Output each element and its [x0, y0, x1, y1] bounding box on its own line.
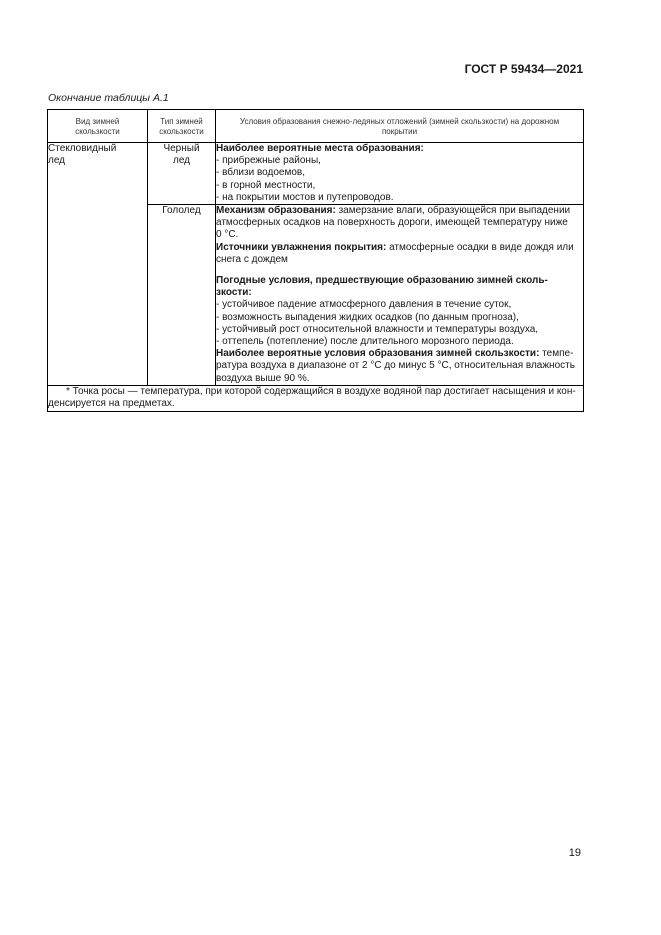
likely-conditions-paragraph: Наиболее вероятные условия образования зимней скользкости: темпе- [216, 348, 574, 360]
table-row [48, 143, 584, 205]
page-number: 19 [568, 847, 581, 859]
header-type: Тип зимней скользкости [148, 110, 216, 143]
weather-heading: Погодные условия, предшествующие образованию зимней сколь- [216, 275, 548, 287]
list-item: - оттепель (потепление) после длительного морозного периода. [216, 336, 514, 348]
list-item: - в горной местности, [216, 179, 316, 191]
list-item: - возможность выпадения жидких осадков (по данным прогноза), [216, 311, 519, 323]
places-heading: Наиболее вероятные места образования: [216, 143, 424, 154]
type-black-ice-cell: Черный лед [148, 143, 216, 205]
moisture-sources-paragraph: Источники увлажнения покрытия: атмосферные осадки в виде дождя или [216, 241, 574, 253]
list-item: - устойчивое падение атмосферного давления в течение суток, [216, 299, 512, 311]
table-header-row [48, 110, 584, 143]
document-code: ГОСТ Р 59434—2021 [464, 62, 583, 76]
list-item: - на покрытии мостов и путепроводов. [216, 191, 394, 203]
header-kind: Вид зимней скользкости [48, 110, 148, 143]
kind-cell: Стекловидный лед [48, 143, 148, 386]
type-glaze-cell: Гололед [148, 205, 216, 386]
list-item: - устойчивый рост относительной влажности и температуры воздуха, [216, 323, 539, 335]
list-item: - прибрежные районы, [216, 155, 321, 167]
black-ice-conditions [216, 143, 584, 205]
table-caption: Окончание таблицы А.1 [48, 92, 169, 104]
mechanism-paragraph: Механизм образования: замерзание влаги, образующейся при выпадении [216, 205, 571, 217]
footnote: * Точка росы — температура, при которой содержащийся в воздухе водяной пар достигает насыщения и кон- денсируется на предметах. [48, 385, 584, 411]
conditions-table [47, 109, 584, 412]
header-conditions: Условия образования снежно-ледяных отложений (зимней скользкости) на дорожном покрытии [216, 110, 584, 143]
list-item: - вблизи водоемов, [216, 167, 305, 179]
glaze-conditions: Механизм образования: замерзание влаги, образующейся при выпадении атмосферных осадков на поверхность дороги, имеющей температуру ниже 0 °С. Источники увлажнения покрытия: атмосферные осадки в виде дождя или снега с дождем Погодные условия, предшествующие образованию зимней сколь- зкости: - устойчивое падение атмосферного давления в течение суток, - возможность выпадения жидких осадков (по данным прогноза), - устойчивый рост относительной влажности и температуры воздуха, - оттепель (потепление) после длительного морозного периода. Наиболее вероятные условия образования зимней скользкости: темпе- ратура воздуха в диапазоне от 2 °С до минус 5 °С, относительная влажность воздуха выше 90 %. [216, 205, 584, 386]
footnote-row [48, 385, 584, 411]
